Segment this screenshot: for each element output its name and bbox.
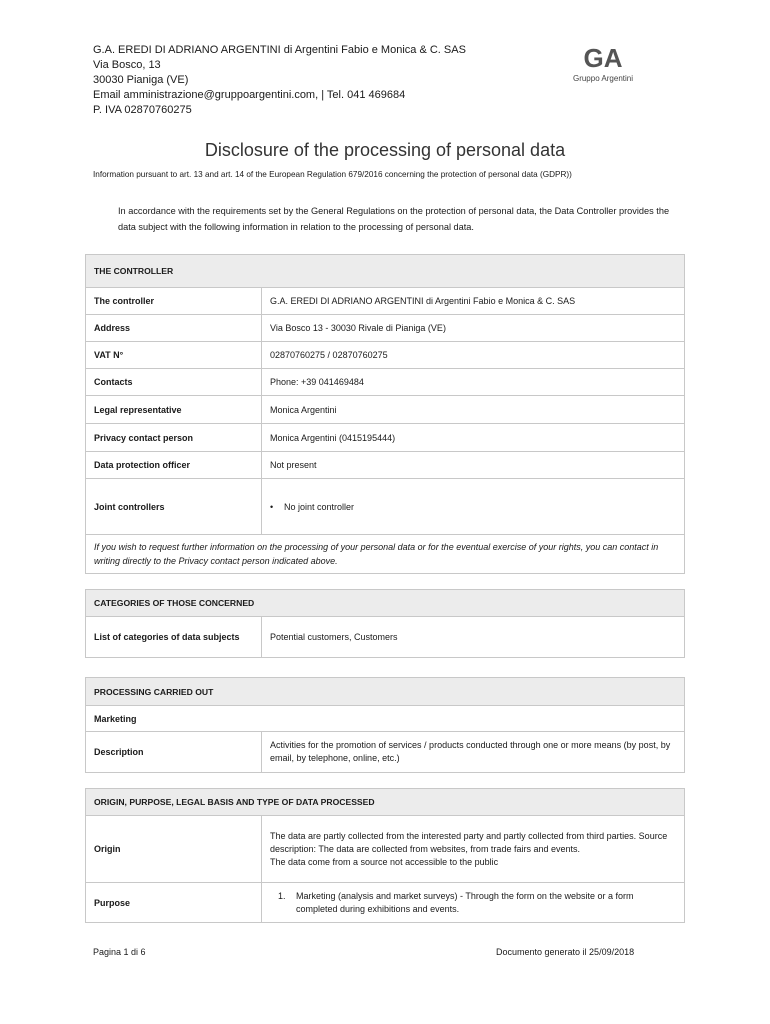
processing-subheading: Marketing — [86, 706, 685, 732]
company-vat: P. IVA 02870760275 — [93, 104, 192, 116]
row-value — [262, 479, 685, 535]
purpose-value: Marketing (analysis and market surveys) - Through the form on the website or a form completed during exhibitions and events. — [296, 890, 634, 914]
origin-description: The data are partly collected from the interested party and partly collected from third parties. Source description: The data are collected from websites, from trade fairs and events. — [270, 830, 668, 854]
origin-heading: ORIGIN, PURPOSE, LEGAL BASIS AND TYPE OF DATA PROCESSED — [86, 789, 685, 816]
controller-table — [85, 254, 685, 574]
row-value — [262, 883, 685, 923]
company-logo — [563, 42, 643, 83]
origin-source-note: The data come from a source not accessible to the public — [270, 856, 499, 867]
company-name: G.A. EREDI DI ADRIANO ARGENTINI di Argentini Fabio e Monica & C. SAS — [93, 44, 466, 56]
row-label: Address — [86, 315, 262, 342]
bullet-icon: • — [270, 501, 274, 512]
intro-paragraph: In accordance with the requirements set by the General Regulations on the protection of personal data, the Data Controller provides the data subject with the following information in relation to the processing of personal data. — [118, 206, 670, 232]
row-label: Origin — [86, 816, 262, 883]
list-number: 1. — [278, 890, 286, 901]
table-row — [86, 396, 685, 424]
table-row — [86, 315, 685, 342]
table-row — [86, 617, 685, 658]
row-value: Monica Argentini — [262, 396, 685, 424]
row-label: Legal representative — [86, 396, 262, 424]
row-label: Data protection officer — [86, 452, 262, 479]
row-value: 02870760275 / 02870760275 — [262, 342, 685, 369]
processing-heading: PROCESSING CARRIED OUT — [86, 678, 685, 706]
row-label: Joint controllers — [86, 479, 262, 535]
controller-note: If you wish to request further information on the processing of your personal data or for the eventual exercise of your rights, you can contact in writing directly to the Privacy contact person indicated above. — [86, 535, 685, 574]
row-label: List of categories of data subjects — [86, 617, 262, 658]
table-row — [86, 369, 685, 396]
row-label: VAT N° — [86, 342, 262, 369]
table-row — [86, 424, 685, 452]
row-label: Description — [86, 732, 262, 773]
origin-table — [85, 788, 685, 923]
logo-subtitle: Gruppo Argentini — [572, 74, 634, 83]
page-number: Pagina 1 di 6 — [93, 947, 146, 957]
joint-controller-value: No joint controller — [284, 501, 355, 512]
row-value: Phone: +39 041469484 — [262, 369, 685, 396]
categories-heading: CATEGORIES OF THOSE CONCERNED — [86, 590, 685, 617]
table-row — [86, 479, 685, 535]
table-row — [86, 732, 685, 773]
row-label: Contacts — [86, 369, 262, 396]
table-row — [86, 342, 685, 369]
row-value: G.A. EREDI DI ADRIANO ARGENTINI di Argentini Fabio e Monica & C. SAS — [262, 288, 685, 315]
row-label: Purpose — [86, 883, 262, 923]
company-info — [93, 43, 466, 118]
row-value: Via Bosco 13 - 30030 Rivale di Pianiga (VE) — [262, 315, 685, 342]
page-title: Disclosure of the processing of personal data — [204, 140, 566, 160]
company-city: 30030 Pianiga (VE) — [93, 74, 189, 86]
table-row — [86, 452, 685, 479]
generated-date: Documento generato il 25/09/2018 — [496, 947, 635, 957]
categories-table — [85, 589, 685, 658]
company-contacts: Email amministrazione@gruppoargentini.com, | Tel. 041 469684 — [93, 89, 406, 101]
controller-heading: THE CONTROLLER — [86, 255, 685, 288]
table-row — [86, 288, 685, 315]
table-row — [86, 816, 685, 883]
company-street: Via Bosco, 13 — [93, 59, 161, 71]
page-subtitle: Information pursuant to art. 13 and art. 14 of the European Regulation 679/2016 concerning the protection of personal data (GDPR)) — [93, 170, 572, 179]
row-value — [262, 816, 685, 883]
row-value: Activities for the promotion of services / products conducted through one or more means (by post, by email, by telephone, online, etc.) — [262, 732, 685, 773]
svg-text:GA: GA — [583, 43, 623, 72]
row-value: Potential customers, Customers — [262, 617, 685, 658]
processing-table — [85, 677, 685, 773]
table-row — [86, 883, 685, 923]
row-value: Not present — [262, 452, 685, 479]
row-value: Monica Argentini (0415195444) — [262, 424, 685, 452]
row-label: Privacy contact person — [86, 424, 262, 452]
logo-mark-icon — [575, 42, 631, 72]
row-label: The controller — [86, 288, 262, 315]
